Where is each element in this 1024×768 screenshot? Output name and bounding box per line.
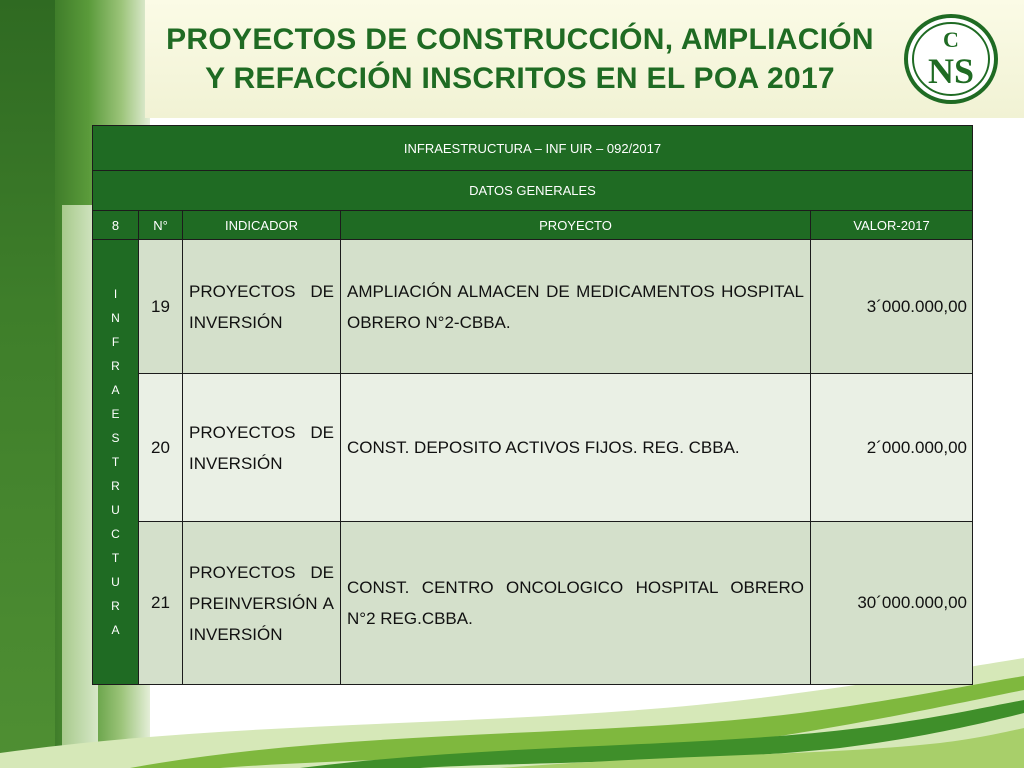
table-caption: INFRAESTRUCTURA – INF UIR – 092/2017 bbox=[93, 126, 973, 171]
category-letter: I bbox=[113, 287, 118, 301]
row-indicador: PROYECTOS DE INVERSIÓN bbox=[183, 240, 341, 374]
header-cell-proyecto: PROYECTO bbox=[341, 211, 811, 240]
row-indicador: PROYECTOS DE INVERSIÓN bbox=[183, 374, 341, 522]
row-proyecto: AMPLIACIÓN ALMACEN DE MEDICAMENTOS HOSPITAL OBRERO N°2-CBBA. bbox=[341, 240, 811, 374]
category-letter: A bbox=[111, 383, 120, 397]
category-letter: F bbox=[111, 335, 120, 349]
table-row bbox=[93, 374, 973, 522]
category-letter: R bbox=[111, 359, 120, 373]
row-valor: 30´000.000,00 bbox=[811, 522, 973, 685]
left-decor-band bbox=[0, 0, 60, 768]
title-line-1: PROYECTOS DE CONSTRUCCIÓN, AMPLIACIÓN bbox=[166, 23, 874, 56]
category-letter: R bbox=[111, 479, 120, 493]
category-letter: S bbox=[111, 431, 120, 445]
projects-table bbox=[92, 125, 973, 685]
row-indicador: PROYECTOS DE PREINVERSIÓN A INVERSIÓN bbox=[183, 522, 341, 685]
category-letter: N bbox=[111, 311, 120, 325]
category-letter: C bbox=[111, 527, 120, 541]
row-number: 20 bbox=[139, 374, 183, 522]
category-letter: U bbox=[111, 575, 120, 589]
category-letter: E bbox=[111, 407, 120, 421]
logo-letters-ns: NS bbox=[927, 51, 975, 91]
row-number: 21 bbox=[139, 522, 183, 685]
table-row bbox=[93, 240, 973, 374]
title-line-2: Y REFACCIÓN INSCRITOS EN EL POA 2017 bbox=[205, 62, 835, 95]
row-valor: 2´000.000,00 bbox=[811, 374, 973, 522]
cns-logo bbox=[903, 13, 999, 105]
header-cell-indicador: INDICADOR bbox=[183, 211, 341, 240]
page-title bbox=[150, 20, 890, 98]
logo-letter-c: C bbox=[943, 27, 959, 52]
table-header-row bbox=[93, 211, 973, 240]
vertical-category-label bbox=[93, 285, 138, 639]
table-section-row bbox=[93, 171, 973, 211]
category-letter: T bbox=[111, 551, 120, 565]
table-row bbox=[93, 522, 973, 685]
category-letter: A bbox=[111, 623, 120, 637]
row-valor: 3´000.000,00 bbox=[811, 240, 973, 374]
category-cell-infraestructura bbox=[93, 240, 139, 685]
header-cell-8: 8 bbox=[93, 211, 139, 240]
table-caption-row bbox=[93, 126, 973, 171]
row-number: 19 bbox=[139, 240, 183, 374]
row-proyecto: CONST. CENTRO ONCOLOGICO HOSPITAL OBRERO N°2 REG.CBBA. bbox=[341, 522, 811, 685]
header-cell-valor: VALOR-2017 bbox=[811, 211, 973, 240]
table-section-title: DATOS GENERALES bbox=[93, 171, 973, 211]
projects-table-container bbox=[92, 125, 972, 685]
category-letter: T bbox=[111, 455, 120, 469]
header-cell-numero: N° bbox=[139, 211, 183, 240]
row-proyecto: CONST. DEPOSITO ACTIVOS FIJOS. REG. CBBA. bbox=[341, 374, 811, 522]
category-letter: R bbox=[111, 599, 120, 613]
category-letter: U bbox=[111, 503, 120, 517]
